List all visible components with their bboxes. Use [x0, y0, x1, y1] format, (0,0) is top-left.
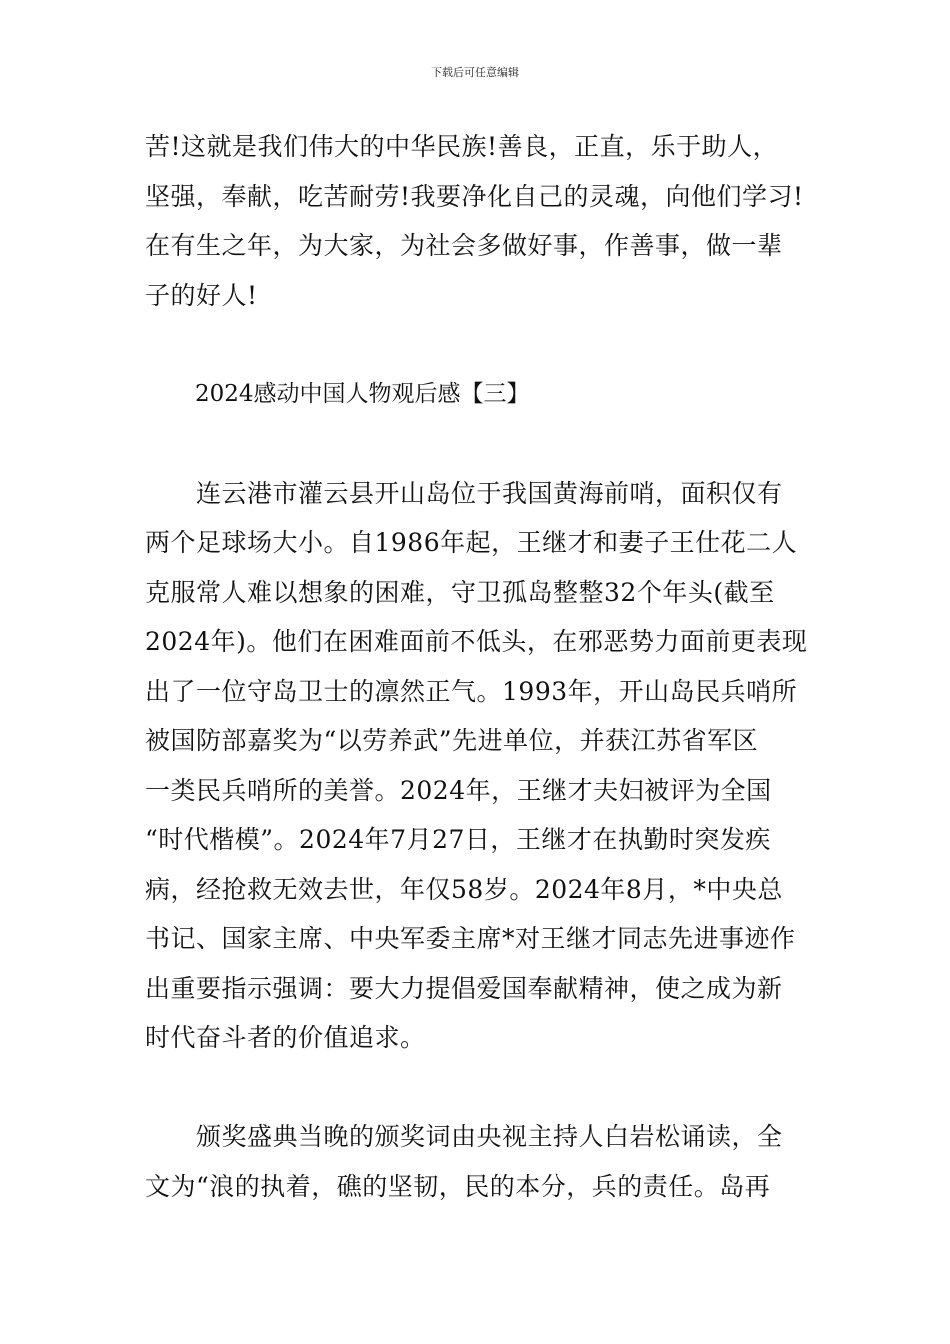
text-line: 病，经抢救无效去世，年仅58岁。2024年8月，*中央总	[145, 874, 783, 904]
text-line: 出重要指示强调：要大力提倡爱国奉献精神，使之成为新	[145, 973, 783, 1003]
text-line: 克服常人难以想象的困难，守卫孤岛整整32个年头(截至	[145, 577, 775, 607]
page-header: 下载后可任意编辑	[431, 66, 519, 79]
text-line: 2024年)。他们在困难面前不低头，在邪恶势力面前更表现	[145, 627, 808, 656]
text-line: 坚强，奉献，吃苦耐劳!我要净化自己的灵魂，向他们学习!	[145, 181, 804, 211]
text-line: “时代楷模”。2024年7月27日，王继才在执勤时突发疾	[145, 825, 771, 854]
text-line: 被国防部嘉奖为“以劳养武”先进单位，并获江苏省军区	[145, 726, 759, 755]
section-heading: 2024感动中国人物观后感【三】	[195, 380, 530, 407]
text-line: 出了一位守岛卫士的凛然正气。1993年，开山岛民兵哨所	[145, 676, 798, 706]
paragraph-1	[145, 122, 810, 320]
text-line: 子的好人!	[145, 280, 258, 310]
text-line: 两个足球场大小。自1986年起，王继才和妻子王仕花二人	[145, 528, 798, 557]
paragraph-3	[145, 1112, 810, 1211]
text-line: 在有生之年，为大家，为社会多做好事，作善事，做一辈	[145, 231, 783, 260]
text-line: 连云港市灌云县开山岛位于我国黄海前哨，面积仅有	[145, 478, 783, 508]
document-body	[145, 122, 810, 1211]
text-line: 文为“浪的执着，礁的坚韧，民的本分，兵的责任。岛再	[145, 1171, 771, 1201]
text-line: 苦!这就是我们伟大的中华民族!善良，正直，乐于助人，	[145, 132, 779, 161]
text-line: 颁奖盛典当晚的颁奖词由央视主持人白岩松诵读，全	[145, 1122, 783, 1151]
text-line: 一类民兵哨所的美誉。2024年，王继才夫妇被评为全国	[145, 775, 772, 805]
paragraph-2	[145, 469, 810, 1063]
text-line: 时代奋斗者的价值追求。	[145, 1023, 426, 1052]
text-line: 书记、国家主席、中央军委主席*对王继才同志先进事迹作	[145, 924, 796, 953]
